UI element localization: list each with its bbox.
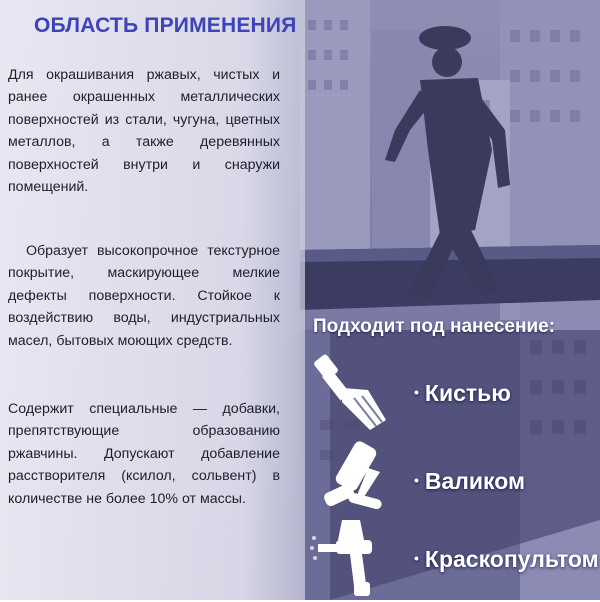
spray-gun-icon	[310, 518, 396, 602]
paragraph-surfaces: Для окрашивания ржавых, чистых и ранее окрашенных металлических поверхностей из стали, чугуна, цветных металлов, а также деревянных поверхностей внутри и снаружи помещений.	[8, 67, 280, 196]
paint-roller-icon	[310, 438, 396, 522]
section-heading: ОБЛАСТЬ ПРИМЕНЕНИЯ	[34, 14, 297, 37]
method-brush	[310, 350, 595, 434]
brush-icon	[310, 350, 396, 434]
method-label-spray-gun: • Краскопультом	[414, 546, 599, 573]
paragraph-additives: Содержит специальные — добавки, препятствующие образованию ржавчины. Допускают добавление расстворителя (ксилол, сольвент) в количестве не более 10% от массы.	[8, 401, 280, 507]
method-label-roller: • Валиком	[414, 468, 525, 495]
methods-title: Подходит под нанесение:	[313, 316, 556, 337]
method-roller	[310, 438, 595, 522]
method-label-brush: • Кистью	[414, 380, 511, 407]
method-spray-gun	[310, 518, 599, 602]
application-area-panel	[0, 0, 300, 600]
paragraph-coating: Образует высокопрочное текстурное покрытие, маскирующее мелкие дефекты поверхности. Стойкое к воздействию воды, индустриальных масел, бытовых моющих средств.	[8, 243, 280, 349]
